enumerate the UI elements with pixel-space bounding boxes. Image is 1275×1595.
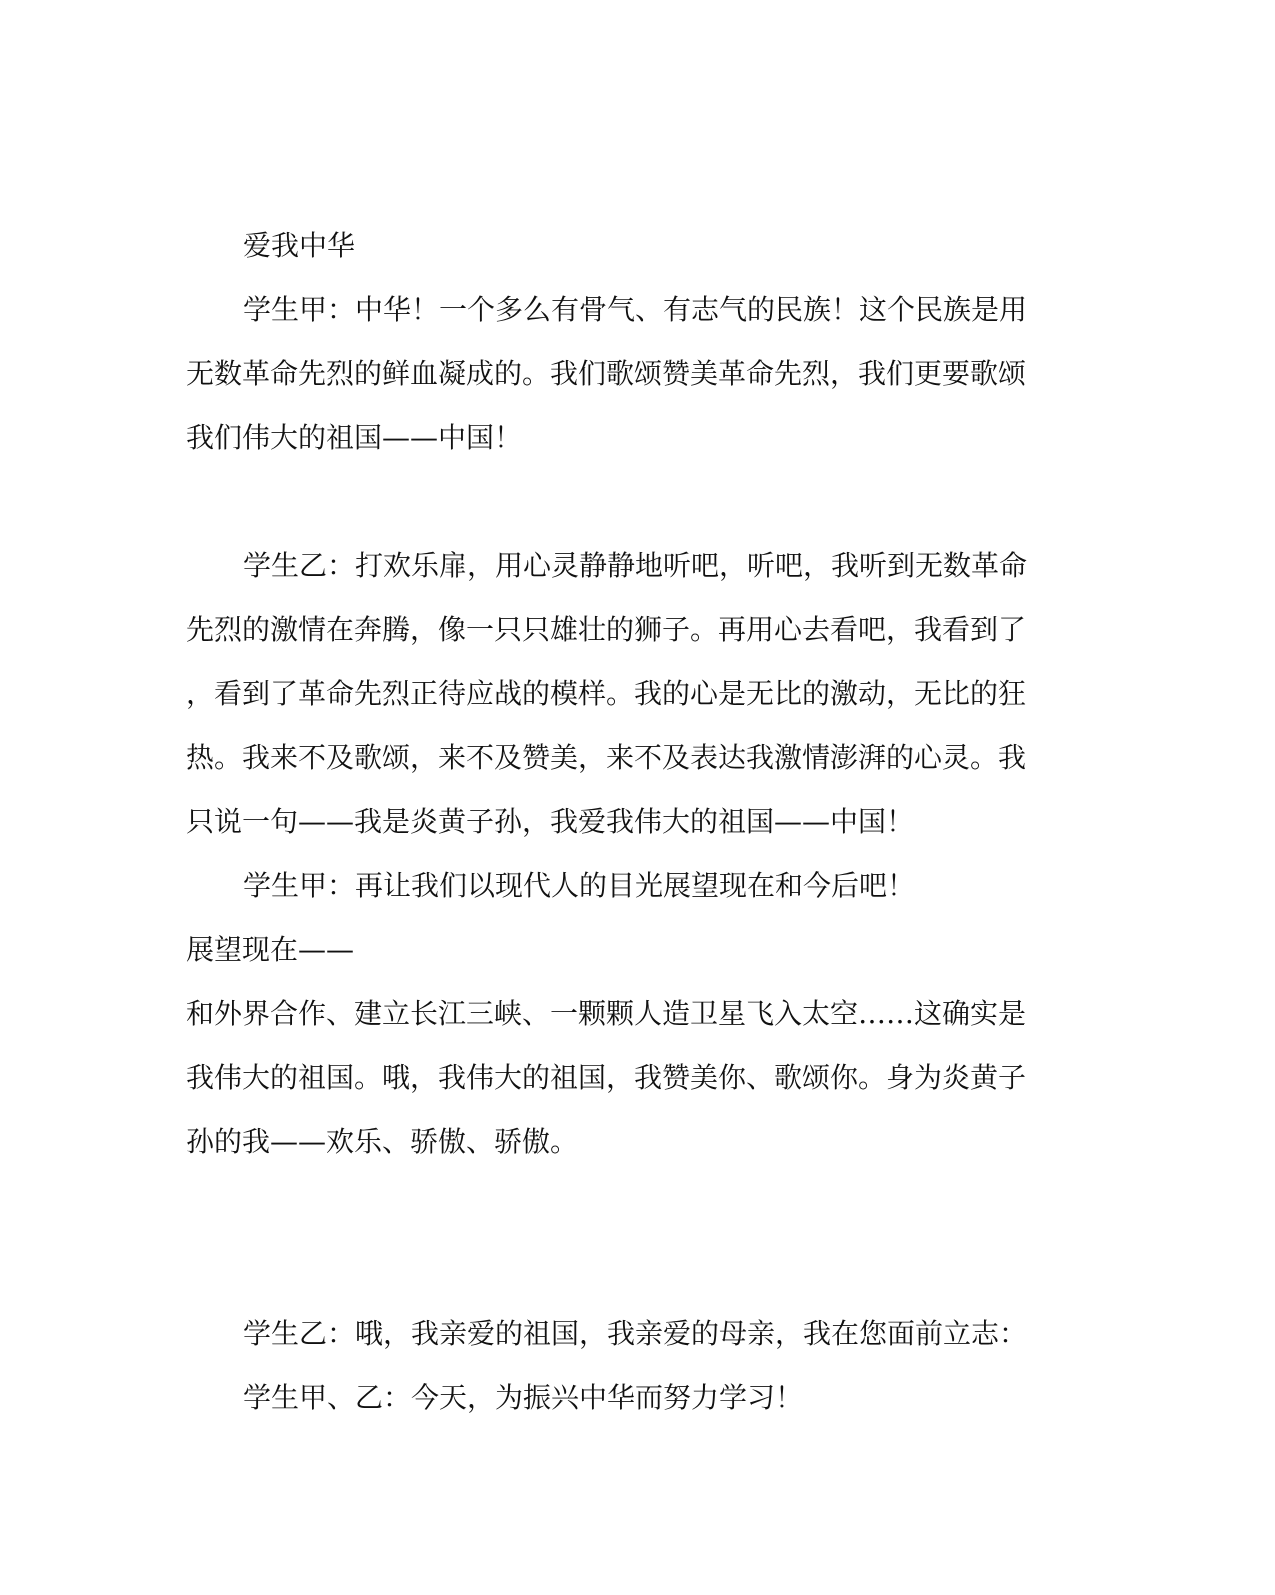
paragraph-line: 孙的我——欢乐、骄傲、骄傲。 — [186, 1125, 579, 1158]
paragraph-line: 我伟大的祖国。哦，我伟大的祖国，我赞美你、歌颂你。身为炎黄子 — [186, 1061, 1027, 1094]
paragraph-line: 展望现在—— — [186, 933, 355, 966]
paragraph-line: 先烈的激情在奔腾，像一只只雄壮的狮子。再用心去看吧，我看到了 — [186, 613, 1027, 646]
paragraph-line: 只说一句——我是炎黄子孙，我爱我伟大的祖国——中国！ — [186, 805, 915, 838]
paragraph-line: 学生甲：中华！一个多么有骨气、有志气的民族！这个民族是用 — [243, 293, 1028, 326]
paragraph-line: 和外界合作、建立长江三峡、一颗颗人造卫星飞入太空……这确实是 — [186, 997, 1027, 1030]
paragraph-line: 我们伟大的祖国——中国！ — [186, 421, 523, 454]
paragraph-line: 热。我来不及歌颂，来不及赞美，来不及表达我激情澎湃的心灵。我 — [186, 741, 1027, 774]
paragraph-line: 学生乙：哦，我亲爱的祖国，我亲爱的母亲，我在您面前立志： — [243, 1317, 1028, 1350]
document-title: 爱我中华 — [243, 229, 356, 262]
paragraph-line: 学生乙：打欢乐扉，用心灵静静地听吧，听吧，我听到无数革命 — [243, 549, 1028, 582]
paragraph-line: ，看到了革命先烈正待应战的模样。我的心是无比的激动，无比的狂 — [186, 677, 1027, 710]
paragraph-line: 无数革命先烈的鲜血凝成的。我们歌颂赞美革命先烈，我们更要歌颂 — [186, 357, 1027, 390]
paragraph-line: 学生甲：再让我们以现代人的目光展望现在和今后吧！ — [243, 869, 916, 902]
paragraph-line: 学生甲、乙：今天，为振兴中华而努力学习！ — [243, 1381, 804, 1414]
